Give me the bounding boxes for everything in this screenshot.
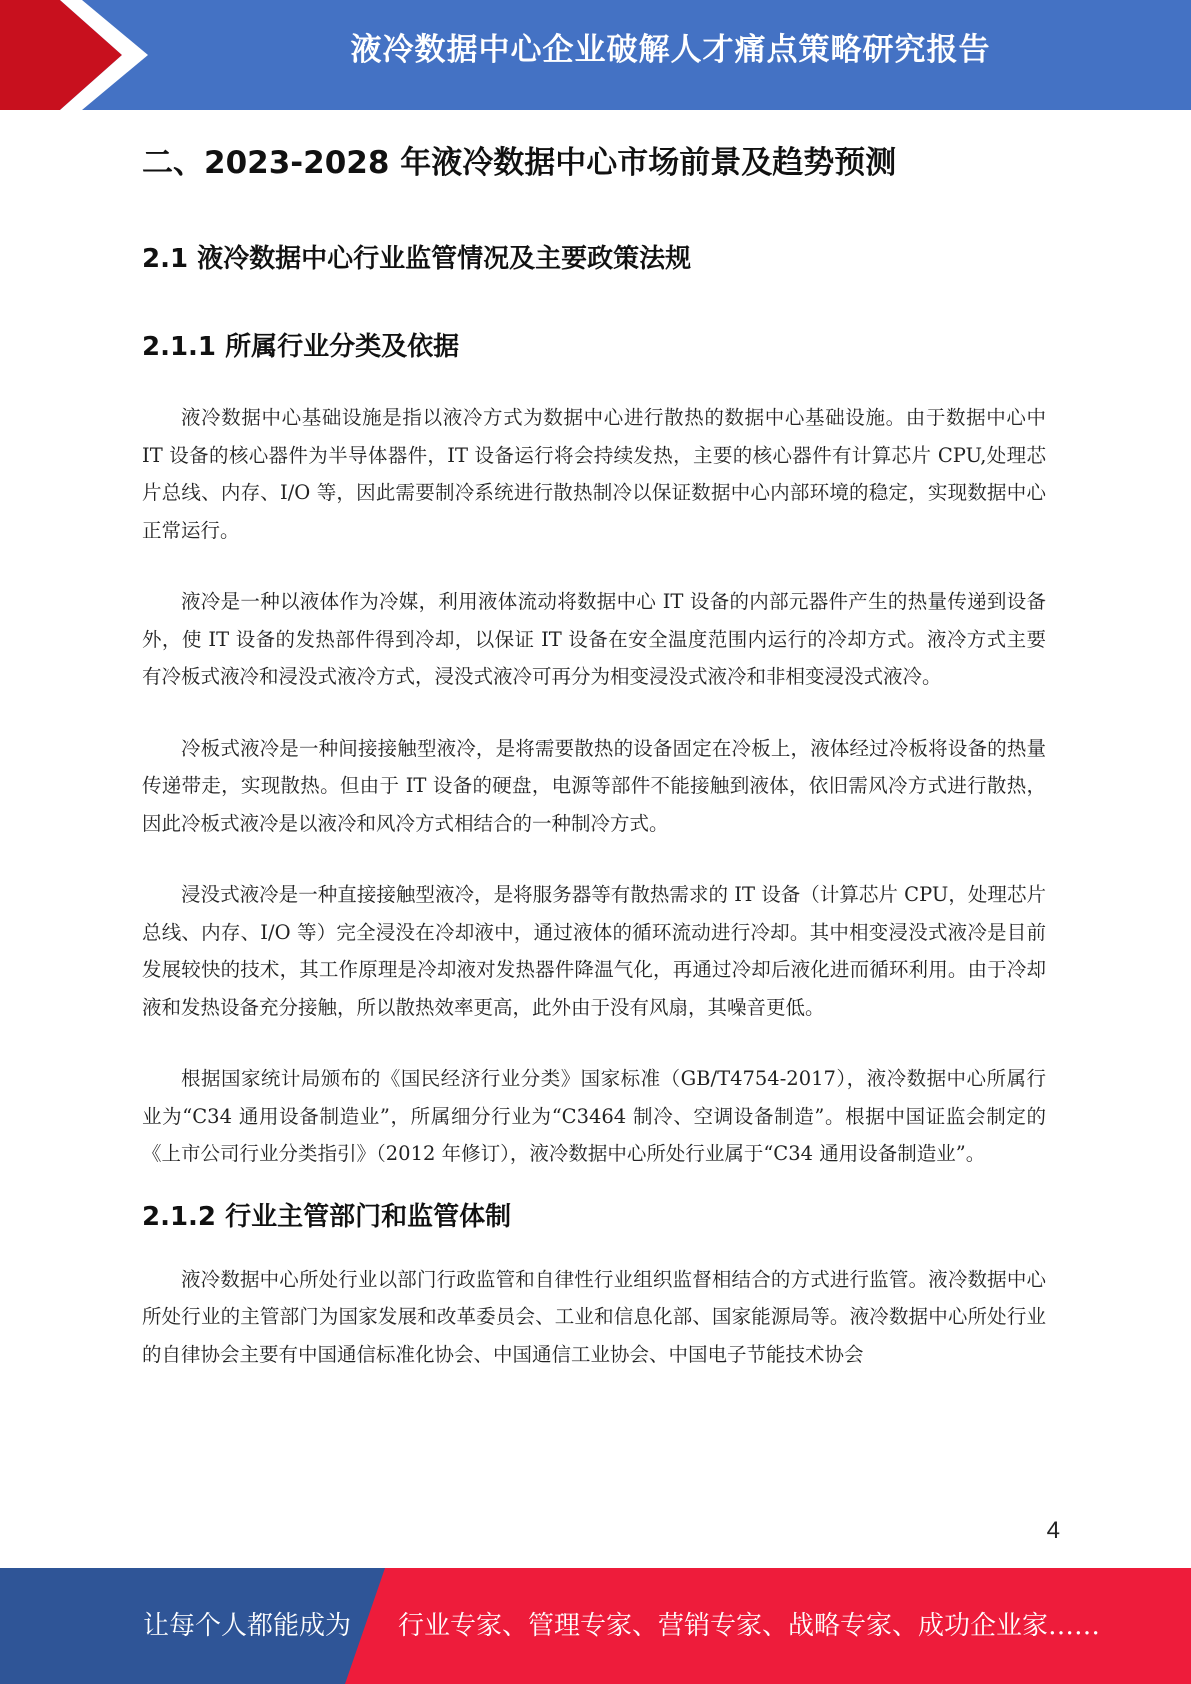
page-header xyxy=(0,0,1191,110)
page-number: 4 xyxy=(1046,1517,1060,1544)
document-body xyxy=(142,135,1046,1373)
paragraph: 液冷数据中心所处行业以部门行政监管和自律性行业组织监督相结合的方式进行监管。液冷数据中心所处行业的主管部门为国家发展和改革委员会、工业和信息化部、国家能源局等。液冷数据中心所处行业的自律协会主要有中国通信标准化协会、中国通信工业协会、中国电子节能技术协会 xyxy=(142,1267,1046,1366)
subsubsection-heading-2-1-2: 2.1.2 行业主管部门和监管体制 xyxy=(142,1201,512,1232)
subsubsection-heading-2-1-1: 2.1.1 所属行业分类及依据 xyxy=(142,332,460,362)
section-heading: 二、2023-2028 年液冷数据中心市场前景及趋势预测 xyxy=(142,145,897,181)
paragraph: 根据国家统计局颁布的《国民经济行业分类》国家标准（GB/T4754-2017），液冷数据中心所属行业为“C34 通用设备制造业”，所属细分行业为“C3464 制冷、空调设备制造”。根据中国证监会制定的《上市公司行业分类指引》（2012 年修订），液冷数据中心所处行业属于“C34 通用设备制造业”。 xyxy=(142,1067,1046,1165)
footer-slogan-left: 让每个人都能成为 xyxy=(143,1611,352,1641)
page-footer xyxy=(0,1568,1191,1684)
subsection-heading: 2.1 液冷数据中心行业监管情况及主要政策法规 xyxy=(142,244,692,274)
paragraph: 冷板式液冷是一种间接接触型液冷，是将需要散热的设备固定在冷板上，液体经过冷板将设备的热量传递带走，实现散热。但由于 IT 设备的硬盘，电源等部件不能接触到液体，依旧需风冷方式进行散热，因此冷板式液冷是以液冷和风冷方式相结合的一种制冷方式。 xyxy=(142,736,1046,835)
report-title: 液冷数据中心企业破解人才痛点策略研究报告 xyxy=(350,32,991,68)
paragraph: 液冷数据中心基础设施是指以液冷方式为数据中心进行散热的数据中心基础设施。由于数据中心中 IT 设备的核心器件为半导体器件，IT 设备运行将会持续发热，主要的核心器件有计算芯片 CPU,处理芯片总线、内存、I/O 等，因此需要制冷系统进行散热制冷以保证数据中心内部环境的稳定，实现数据中心正常运行。 xyxy=(142,406,1046,542)
paragraph: 液冷是一种以液体作为冷媒，利用液体流动将数据中心 IT 设备的内部元器件产生的热量传递到设备外，使 IT 设备的发热部件得到冷却，以保证 IT 设备在安全温度范围内运行的冷却方式。液冷方式主要有冷板式液冷和浸没式液冷方式，浸没式液冷可再分为相变浸没式液冷和非相变浸没式液冷。 xyxy=(142,590,1046,688)
footer-slogan-right: 行业专家、管理专家、营销专家、战略专家、成功企业家…… xyxy=(398,1611,1101,1641)
paragraph: 浸没式液冷是一种直接接触型液冷，是将服务器等有散热需求的 IT 设备（计算芯片 CPU，处理芯片总线、内存、I/O 等）完全浸没在冷却液中，通过液体的循环流动进行冷却。其中相变浸没式液冷是目前发展较快的技术，其工作原理是冷却液对发热器件降温气化，再通过冷却后液化进而循环利用。由于冷却液和发热设备充分接触，所以散热效率更高，此外由于没有风扇，其噪音更低。 xyxy=(142,883,1046,1019)
